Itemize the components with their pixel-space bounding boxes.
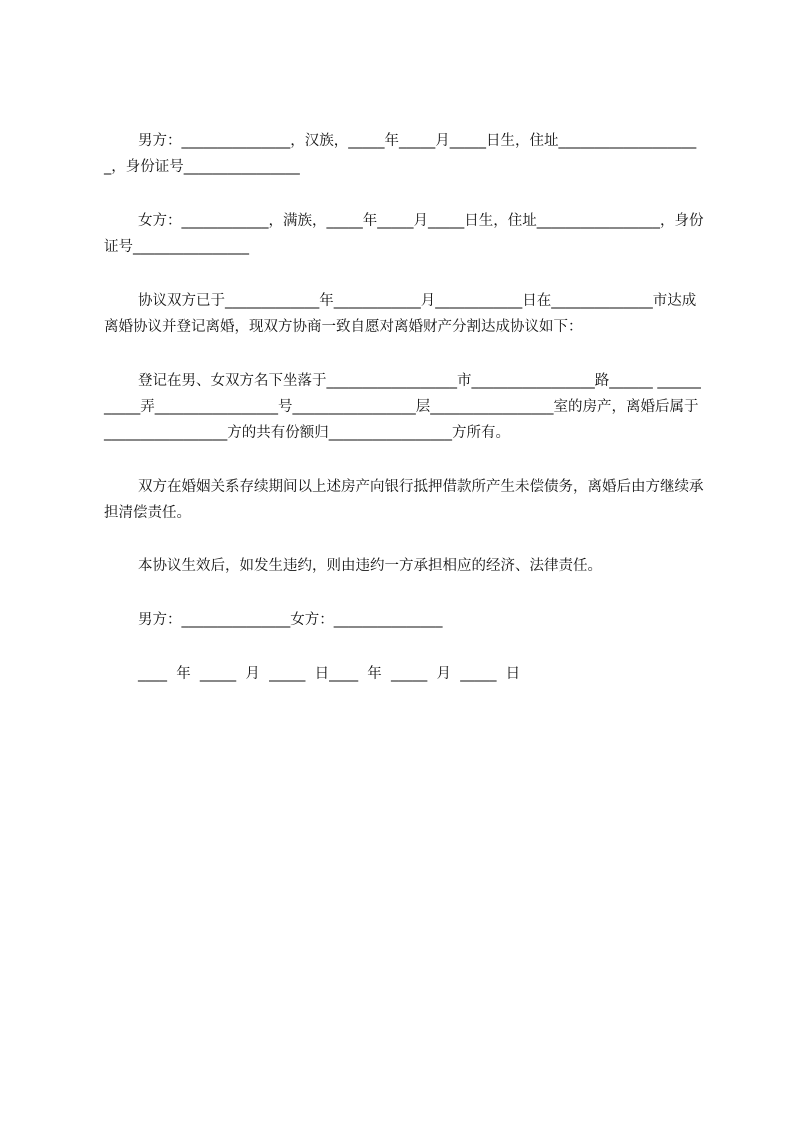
debt-clause-paragraph: 双方在婚姻关系存续期间以上述房产向银行抵押借款所产生未偿债务，离婚后由方继续承担清偿责任。 — [104, 479, 704, 521]
female-party-info-paragraph: 女方：____________，满族，_____年_____月_____日生，住址_________________，身份证号________________ — [104, 213, 704, 255]
breach-clause-paragraph: 本协议生效后，如发生违约，则由违约一方承担相应的经济、法律责任。 — [138, 558, 602, 574]
signature-line: 男方：_______________女方：_______________ — [138, 612, 443, 628]
agreement-intro-paragraph: 协议双方已于_____________年____________月____________日在______________市达成离婚协议并登记离婚，现双方协商一致自愿对离婚财产分割达成协议如下： — [104, 293, 697, 335]
male-party-info-paragraph: 男方：_______________，汉族，_____年_____月_____日生，住址____________________，身份证号________________ — [104, 133, 697, 175]
property-clause-paragraph: 登记在男、女双方名下坐落于__________________市_________________路______ ___________弄_________________号_________________层_________________室的房产，离婚后属于_________________方的共有份额归_________________方所有。 — [104, 373, 701, 441]
date-line: ____ 年 _____ 月 _____ 日____ 年 _____ 月 _____ 日 — [138, 666, 521, 682]
